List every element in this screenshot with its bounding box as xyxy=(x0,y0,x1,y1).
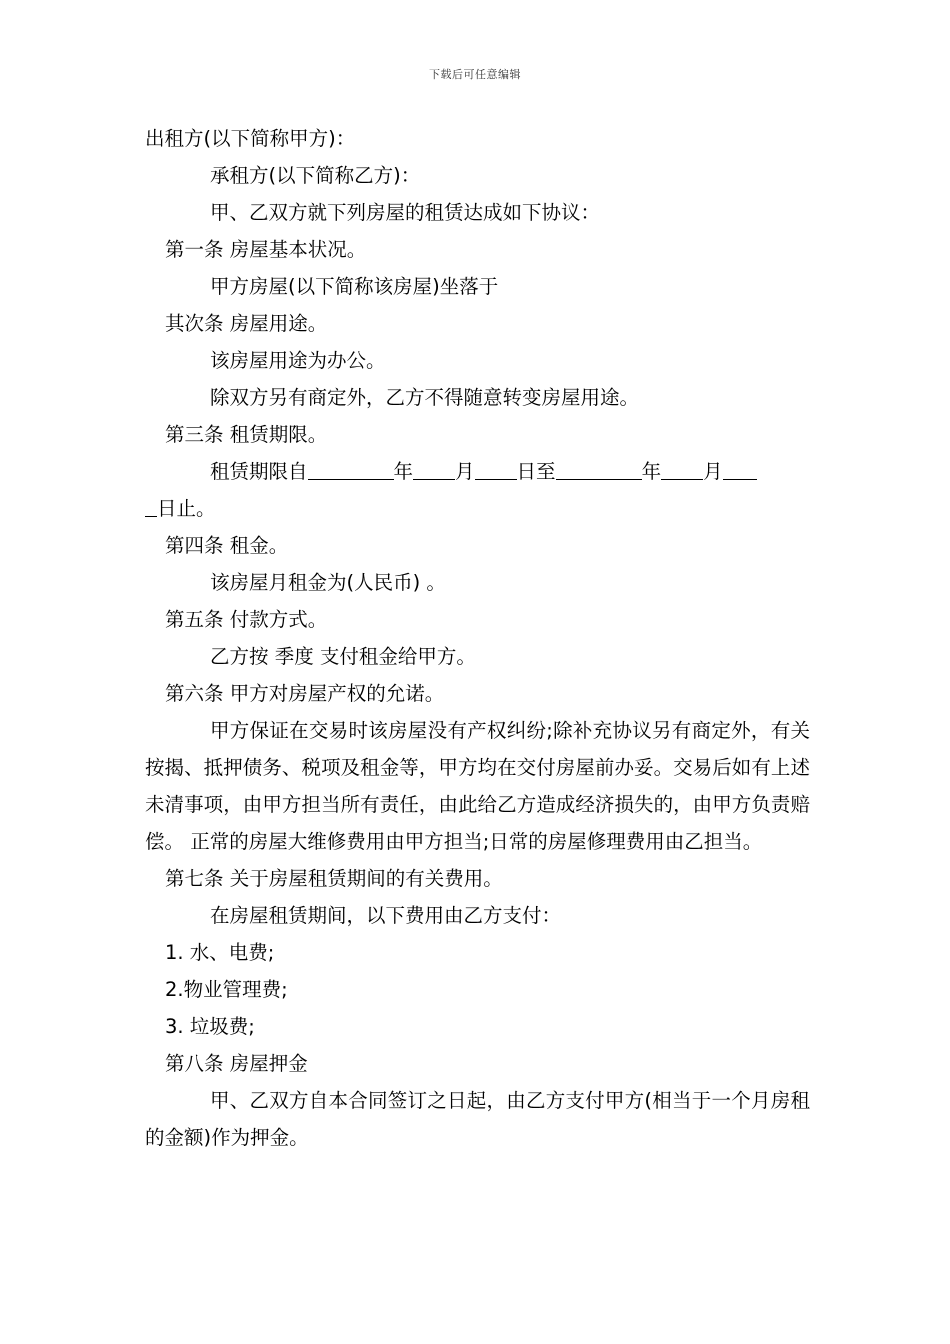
month-label: 月 xyxy=(455,460,475,483)
article-5-title: 第五条 付款方式。 xyxy=(165,608,328,631)
article-4-text: 该房屋月租金为(人民币) 。 xyxy=(210,571,446,594)
article-2-text-2: 除双方另有商定外，乙方不得随意转变房屋用途。 xyxy=(210,386,640,409)
article-4-title: 第四条 租金。 xyxy=(165,534,289,557)
article-6-title: 第六条 甲方对房屋产权的允诺。 xyxy=(165,682,445,705)
article-7-item-2: 2.物业管理费; xyxy=(165,978,288,1001)
article-3-term-line xyxy=(145,453,810,490)
year-label: 年 xyxy=(393,460,414,483)
start-day-blank xyxy=(475,459,517,480)
article-7-title: 第七条 关于房屋租赁期间的有关费用。 xyxy=(165,867,503,890)
article-5-text: 乙方按 季度 支付租金给甲方。 xyxy=(210,645,476,668)
article-7-item-1: 1. 水、电费; xyxy=(165,941,275,964)
end-day-blank-part-2 xyxy=(145,496,157,517)
article-6-text: 甲方保证在交易时该房屋没有产权纠纷;除补充协议另有商定外，有关按揭、抵押债务、税项及租金等，甲方均在交付房屋前办妥。交易后如有上述未清事项，由甲方担当所有责任，由此给乙方造成经济损失的，由甲方负责赔偿。 正常的房屋大维修费用由甲方担当;日常的房屋修理费用由乙担当。 xyxy=(145,719,810,853)
start-month-blank xyxy=(413,459,455,480)
lessee-line: 承租方(以下简称乙方)： xyxy=(210,164,421,187)
end-day-blank-part-1 xyxy=(723,459,757,480)
article-8-title: 第八条 房屋押金 xyxy=(165,1052,308,1075)
term-start-label: 租赁期限自 xyxy=(210,460,308,483)
article-7-text: 在房屋租赁期间，以下费用由乙方支付： xyxy=(210,904,562,927)
year-label: 年 xyxy=(641,460,662,483)
article-7-item-3: 3. 垃圾费; xyxy=(165,1015,255,1038)
article-8-text: 甲、乙双方自本合同签订之日起，由乙方支付甲方(相当于一个月房租的金额)作为押金。 xyxy=(145,1089,810,1149)
end-year-blank xyxy=(556,459,642,480)
term-end-label: 日止。 xyxy=(157,497,216,520)
article-2-text-1: 该房屋用途为办公。 xyxy=(210,349,386,372)
lessor-line: 出租方(以下简称甲方)： xyxy=(145,127,356,150)
day-to-label: 日至 xyxy=(516,460,556,483)
month-label: 月 xyxy=(703,460,723,483)
start-year-blank xyxy=(308,459,394,480)
contract-body xyxy=(145,120,810,1156)
intro-line: 甲、乙双方就下列房屋的租赁达成如下协议： xyxy=(210,201,601,224)
article-2-title: 其次条 房屋用途。 xyxy=(165,312,328,335)
article-3-term-line-end xyxy=(145,490,810,527)
article-1-title: 第一条 房屋基本状况。 xyxy=(165,238,367,261)
end-month-blank xyxy=(661,459,703,480)
article-1-text: 甲方房屋(以下简称该房屋)坐落于 xyxy=(210,275,499,298)
page-header: 下载后可任意编辑 xyxy=(429,68,521,81)
article-3-title: 第三条 租赁期限。 xyxy=(165,423,328,446)
